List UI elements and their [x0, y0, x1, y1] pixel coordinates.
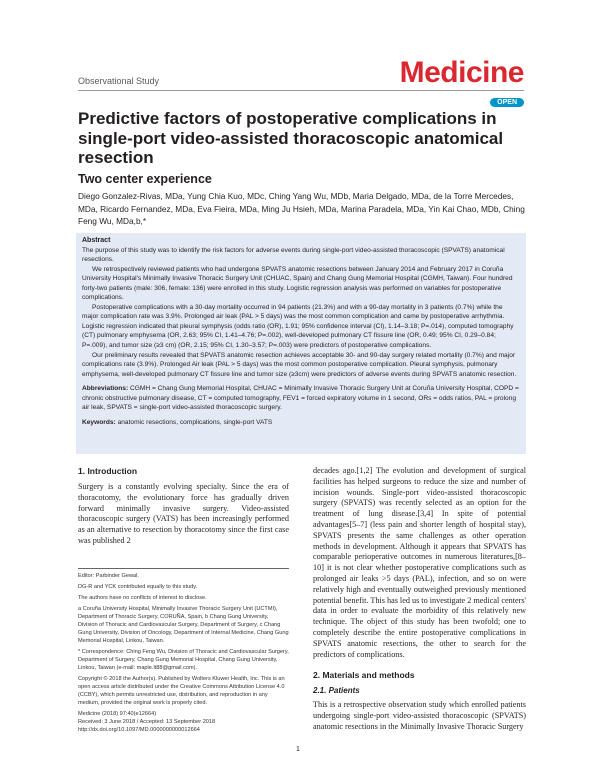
footnote-affiliations: a Coruña University Hospital, Minimally Invasive Thoracic Surgery Unit (UCTMI), Department of Thoracic Surgery, CORUÑA, Spain, b Chang Gung University, Division of Thoracic and Cardiovascular Surgery, Department of Surgery, c Chang Gung University, Division of Oncology, Department of Internal Medicine, Chang Gung Memorial Hospital, Linkou, Taiwan. [78, 606, 289, 644]
journal-logo: Medicine [399, 56, 524, 89]
section-label: Observational Study [78, 76, 160, 86]
open-access-badge: OPEN [490, 98, 524, 107]
keywords-text: anatomic resections, complications, single-port VATS [117, 418, 273, 426]
abstract-paragraph: The purpose of this study was to identify the risk factors for adverse events during single-port video-assisted thoracoscopic (SPVATS) anatomical resections. [82, 246, 505, 264]
footnote-copyright: Copyright © 2018 the Author(s). Published by Wolters Kluwer Health, Inc. This is an open access article distributed under the Creative Commons Attribution License 4.0 (CCBY), which permits unrestricted use, distribution, and reproduction in any medium, provided the original work is properly cited. [78, 676, 285, 706]
methods-heading: 2. Materials and methods [313, 670, 415, 681]
article-subtitle: Two center experience [78, 172, 212, 186]
journal-header [78, 56, 524, 106]
abstract-paragraph: Postoperative complications with a 30-day mortality occurred in 94 patients (21.3%) and with a 90-day mortality in 3 patients (0.7%) while the major complication rate was 3.9%. Prolonged air leak (PAL > 5 days) was the most common complication and came by postoperative arrhythmia. Logistic regression indicated that pleural symphysis (odds ratio (OR), 1.91; 95% confidence interval (CI), 1.14–3.18; P=.014), computed tomography (CT) pulmonary emphysema (OR, 2.63; 95% CI, 1.41–4.76; P=.002), well-developed pulmonary CT fissure line (OR, 0.49; 95% CI, 0.29–0.84; P=.009), and tumor size (≥3 cm) (OR, 2.15; 95% CI, 1.30–3.57; P=.003) were predictors of postoperative complications. [82, 303, 514, 350]
abbreviations-text: CGMH = Chang Gung Memorial Hospital, CHUAC = Minimally Invasive Thoracic Surgery Unit at Coruña University Hospital, COPD = chronic obstructive pulmonary disease, CT = computed tomography, FEV1 = forced expiratory volume in 1 second, ORs = odds ratios, PAL = prolong air leak, SPVATS = single-port video-assisted thoracoscopic surgery. [82, 385, 519, 412]
footnote-contribution: DG-R and YCK contributed equally to this study. [78, 584, 198, 590]
header-divider [78, 90, 524, 91]
introduction-heading: 1. Introduction [78, 466, 138, 476]
footnote-correspondence: * Correspondence: Ching Feng Wu, Division of Thoracic and Cardiovascular Surgery, Department of Surgery, Chang Gung Memorial Hospital, Chang Gung University, Linkou, Taiwan (e-mail: maple.lt88@gmail.com). [78, 649, 289, 671]
abstract-box [76, 233, 526, 454]
footnotes [78, 568, 289, 734]
left-column [78, 466, 289, 547]
abstract-paragraph: We retrospectively reviewed patients who had undergone SPVATS anatomic resections between January 2014 and February 2017 in Coruña University Hospital's Minimally Invasive Thoracic Surgery Unit (CHUAC, Spain) and Chang Gung Memorial Hospital (CGMH, Taiwan). Four hundred forty-two patients (male: 306, female: 136) were enrolled in this study. Logistic regression analysis was performed on variables for postoperative complications. [82, 265, 513, 302]
abbreviations [82, 384, 520, 413]
abbreviations-label: Abbreviations: [82, 385, 129, 393]
introduction-text: Surgery is a constantly evolving specialty. Since the era of thoracotomy, the evolutionary force has gradually driven forward minimally invasive surgery. Video-assisted thoracoscopic surgery (VATS) has been increasingly performed as an alternative to resection by thoracotomy since the first case was published 2 [78, 482, 289, 545]
article-title: Predictive factors of postoperative complications in single-port video-assisted thoracoscopic anatomical resection [78, 109, 504, 167]
patients-subheading: 2.1. Patients [313, 686, 360, 696]
abstract-paragraph: Our preliminary results revealed that SPVATS anatomic resection achieves acceptable 30- and 90-day surgery related mortality (0.7%) and major complications rate (3.9%). Prolonged Air leak (PAL > 5 days) was the most common postoperative complication. Pleural symphysis, pulmonary emphysema, well-developed pulmonary CT fissure line and tumor size (≥3cm) were predictors of adverse events during SPVATS anatomic resection. [82, 351, 517, 378]
keywords-label: Keywords: [82, 418, 116, 426]
keywords [82, 418, 520, 428]
abstract-heading: Abstract [82, 237, 111, 244]
footnote-divider [78, 568, 289, 569]
footnote-citation: Medicine (2018) 97:40(e12664) [78, 711, 157, 717]
footnote-conflict: The authors have no conflicts of interest to disclose. [78, 595, 207, 601]
right-column [313, 466, 526, 733]
footnote-dates: Received: 3 June 2018 / Accepted: 13 September 2018 [78, 719, 216, 725]
page-number: 1 [296, 746, 300, 753]
footnote-doi[interactable]: http://dx.doi.org/10.1097/MD.0000000000012664 [78, 727, 200, 733]
introduction-continued: decades ago.[1,2] The evolution and development of surgical facilities has helped surgeons to reduce the size and number of incision wounds. Single-port video-assisted thoracoscopic surgery (SPVATS) was recently selected as an option for the treatment of lung disease.[3,4] In spite of potential advantages[5–7] (less pain and shorter length of hospital stay), SPVATS presents the same challenges as other operation methods in development. Although it appears that SPVATS has comparable perioperative outcomes in numerous literatures,[8–10] it is not clear whether postoperative complications such as prolonged air leaks >5 days (PAL), infection, and so on were relatively high and eventually outweighed previously mentioned potential benefit. This has led us to investigate 2 medical centers' data in order to evaluate the morbidity of this relatively new technique. The object of this study has been twofold; one to completely describe the entire postoperative complications in SPVATS anatomic resections, the other to search for the predictors of complications. [313, 466, 527, 659]
author-list: Diego Gonzalez-Rivas, MDa, Yung Chia Kuo, MDc, Ching Yang Wu, MDb, Maria Delgado, MDa, de la Torre Mercedes, MDa, Ricardo Fernandez, MDa, Eva Fieira, MDa, Ming Ju Hsieh, MDa, Marina Paradela, MDa, Yin Kai Chao, MDb, Ching Feng Wu, MDa,b,* [78, 191, 525, 227]
footnote-editor: Editor: Parbinder Gewal. [78, 573, 139, 579]
patients-text: This is a retrospective observation study which enrolled patients undergoing single-port video-assisted thoracoscopic (SPVATS) anatomic resections in the Minimally Invasive Thoracic Surgery [313, 700, 526, 731]
